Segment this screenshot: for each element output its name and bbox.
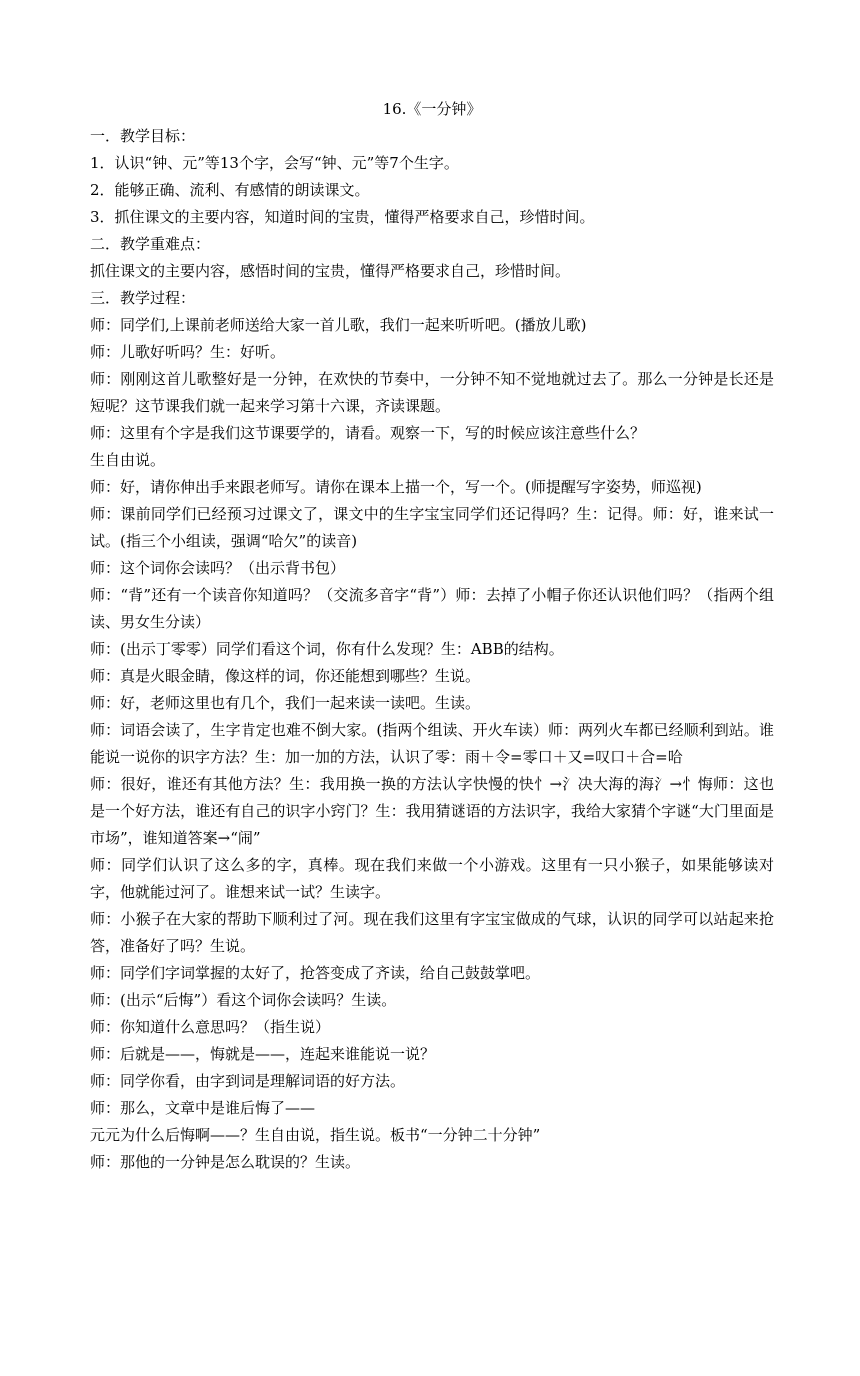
paragraph: 师：同学们,上课前老师送给大家一首儿歌，我们一起来听听吧。(播放儿歌) (90, 316, 587, 334)
paragraph: 抓住课文的主要内容，感悟时间的宝贵，懂得严格要求自己，珍惜时间。 (90, 262, 571, 280)
paragraph: 师：好，老师这里也有几个，我们一起来读一读吧。生读。 (90, 694, 481, 712)
paragraph: 师：刚刚这首儿歌整好是一分钟，在欢快的节奏中，一分钟不知不觉地就过去了。那么一分钟是长还是短呢？这节课我们就一起来学习第十六课，齐读课题。 (90, 370, 774, 415)
paragraph: 师：这个词你会读吗？（出示背书包） (90, 559, 346, 577)
paragraph: 师：很好，谁还有其他方法？生：我用换一换的方法认字快慢的快忄→氵决大海的海氵→忄悔师：这也是一个好方法，谁还有自己的识字小窍门？生：我用猜谜语的方法识字，我给大家猜个字谜“大门里面是市场”，谁知道答案→“闹” (90, 775, 774, 847)
paragraph: 师：同学们认识了这么多的字，真棒。现在我们来做一个小游戏。这里有一只小猴子，如果能够读对字，他就能过河了。谁想来试一试？生读字。 (90, 856, 774, 901)
paragraph: 师：这里有个字是我们这节课要学的，请看。观察一下，写的时候应该注意些什么？ (90, 424, 646, 442)
paragraph: 师：课前同学们已经预习过课文了，课文中的生字宝宝同学们还记得吗？生：记得。师：好，谁来试一试。(指三个小组读，强调“哈欠”的读音) (90, 505, 774, 550)
paragraph: 师：后就是——，悔就是——，连起来谁能说一说？ (90, 1045, 436, 1063)
paragraph: 1．认识“钟、元”等13个字，会写“钟、元”等7个生字。 (90, 154, 459, 172)
paragraph: 师：(出示丁零零）同学们看这个词，你有什么发现？生：ABB的结构。 (90, 640, 564, 658)
paragraph: 一．教学目标： (90, 127, 196, 145)
paragraph: 三．教学过程： (90, 289, 196, 307)
document-title: 16.《一分钟》 (382, 100, 482, 118)
paragraph: 师：词语会读了，生字肯定也难不倒大家。(指两个组读、开火车读）师：两列火车都已经顺利到站。谁能说一说你的识字方法？生：加一加的方法，认识了零：雨＋令=零口＋又=叹口＋合=哈 (90, 721, 774, 766)
paragraph: 师：“背”还有一个读音你知道吗？（交流多音字“背”）师：去掉了小帽子你还认识他们吗？（指两个组读、男女生分读） (90, 586, 774, 631)
document-body (90, 96, 774, 1176)
paragraph: 师：儿歌好听吗？生：好听。 (90, 343, 286, 361)
paragraph: 3．抓住课文的主要内容，知道时间的宝贵，懂得严格要求自己，珍惜时间。 (90, 208, 595, 226)
paragraph: 师：那他的一分钟是怎么耽误的？生读。 (90, 1153, 361, 1171)
paragraph: 二．教学重难点： (90, 235, 211, 253)
paragraph: 2．能够正确、流利、有感情的朗读课文。 (90, 181, 370, 199)
paragraph: 生自由说。 (90, 451, 166, 469)
paragraph: 师：你知道什么意思吗？（指生说） (90, 1018, 331, 1036)
paragraph: 师：同学你看，由字到词是理解词语的好方法。 (90, 1072, 406, 1090)
paragraph: 师：(出示“后悔”）看这个词你会读吗？生读。 (90, 991, 397, 1009)
paragraph: 师：好，请你伸出手来跟老师写。请你在课本上描一个，写一个。(师提醒写字姿势，师巡视) (90, 478, 702, 496)
paragraph: 师：那么，文章中是谁后悔了—— (90, 1099, 316, 1117)
paragraph: 师：小猴子在大家的帮助下顺利过了河。现在我们这里有字宝宝做成的气球，认识的同学可以站起来抢答，准备好了吗？生说。 (90, 910, 774, 955)
paragraph: 师：同学们字词掌握的太好了，抢答变成了齐读，给自己鼓鼓掌吧。 (90, 964, 541, 982)
paragraph-list (90, 123, 774, 1176)
paragraph: 师：真是火眼金睛，像这样的词，你还能想到哪些？生说。 (90, 667, 481, 685)
paragraph: 元元为什么后悔啊——？生自由说，指生说。板书“一分钟二十分钟” (90, 1126, 541, 1144)
